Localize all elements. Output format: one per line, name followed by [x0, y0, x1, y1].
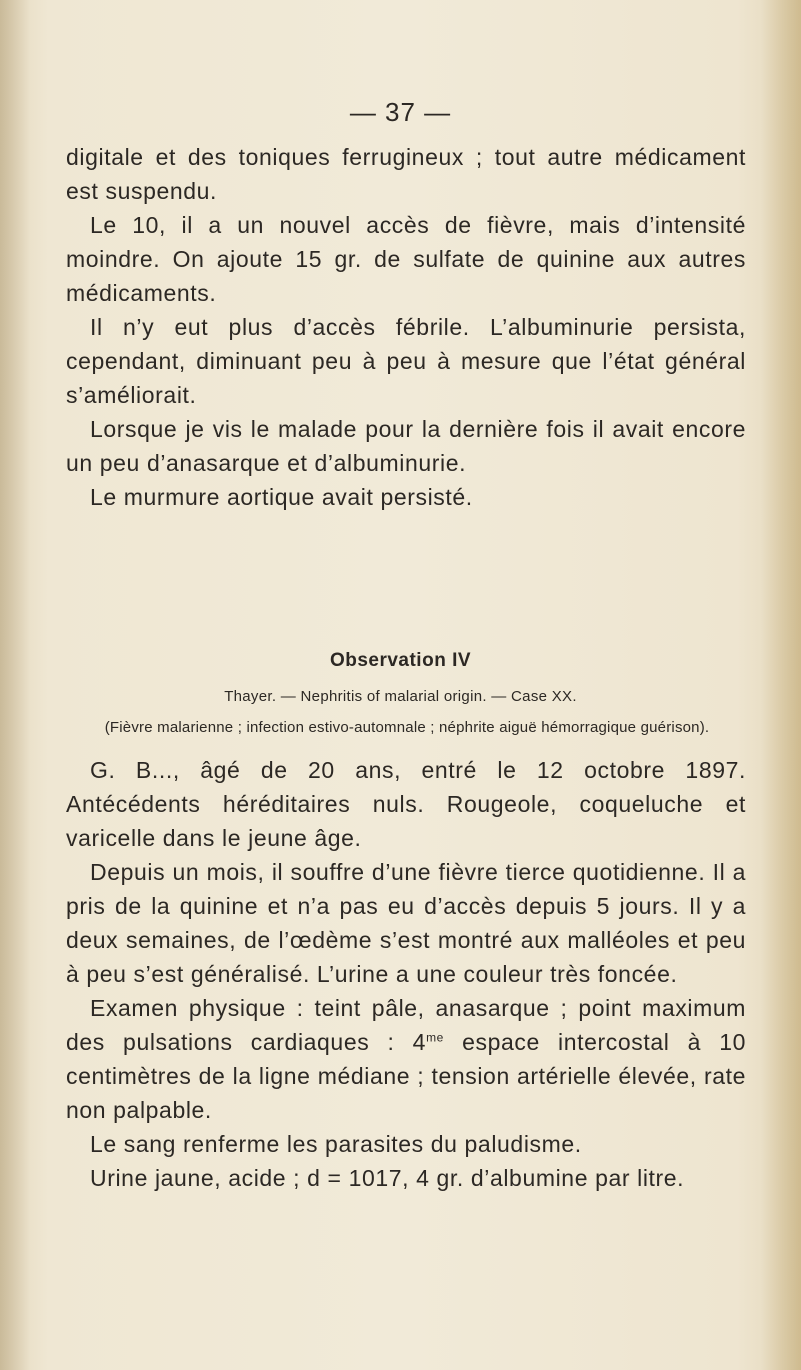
- paragraph: Le sang renferme les parasites du paludisme.: [90, 1131, 582, 1157]
- observation-reference: Thayer. — Nephritis of malarial origin. — Case XX.: [224, 688, 577, 705]
- paragraph: Il n’y eut plus d’accès fébrile. L’albuminurie persista, cependant, diminuant peu à peu à mesure que l’état général s’améliorait.: [66, 314, 746, 408]
- page-edge-shadow-right: [761, 0, 801, 1370]
- paragraph: digitale et des toniques ferrugineux ; tout autre médicament est suspendu.: [66, 144, 746, 204]
- intro-text-block: [66, 140, 746, 514]
- paragraph: Depuis un mois, il souffre d’une fièvre tierce quotidienne. Il a pris de la quinine et n’a pas eu d’accès depuis 5 jours. Il y a deux semaines, de l’œdème s’est montré aux malléoles et peu à peu s’est généralisé. L’urine a une couleur très foncée.: [66, 859, 746, 987]
- paragraph: G. B..., âgé de 20 ans, entré le 12 octobre 1897. Antécédents héréditaires nuls. Rougeole, coqueluche et varicelle dans le jeune âge.: [66, 757, 746, 851]
- case-text-block: [66, 753, 746, 1195]
- paragraph: Le murmure aortique avait persisté.: [90, 484, 473, 510]
- paragraph: Lorsque je vis le malade pour la dernière fois il avait encore un peu d’anasarque et d’albuminurie.: [66, 416, 746, 476]
- exam-text-start: Examen physique : teint pâle, anasarque ; point maximum des pulsations cardiaques : 4: [66, 995, 746, 1055]
- page-edge-shadow-left: [0, 0, 30, 1370]
- paragraph: Urine jaune, acide ; d = 1017, 4 gr. d’albumine par litre.: [90, 1165, 685, 1191]
- paragraph-exam: [66, 991, 746, 1127]
- page-number: — 37 —: [349, 97, 452, 127]
- observation-title: Observation IV: [329, 650, 472, 671]
- exam-text-end: espace intercostal à 10 centimètres de la ligne médiane ; tension artérielle élevée, rate non palpable.: [66, 1029, 747, 1123]
- ordinal-superscript: me: [426, 1030, 444, 1045]
- paragraph: Le 10, il a un nouvel accès de fièvre, mais d’intensité moindre. On ajoute 15 gr. de sulfate de quinine aux autres médicaments.: [66, 212, 746, 306]
- observation-note: (Fièvre malarienne ; infection estivo-automnale ; néphrite aiguë hémorragique guérison).: [104, 719, 710, 736]
